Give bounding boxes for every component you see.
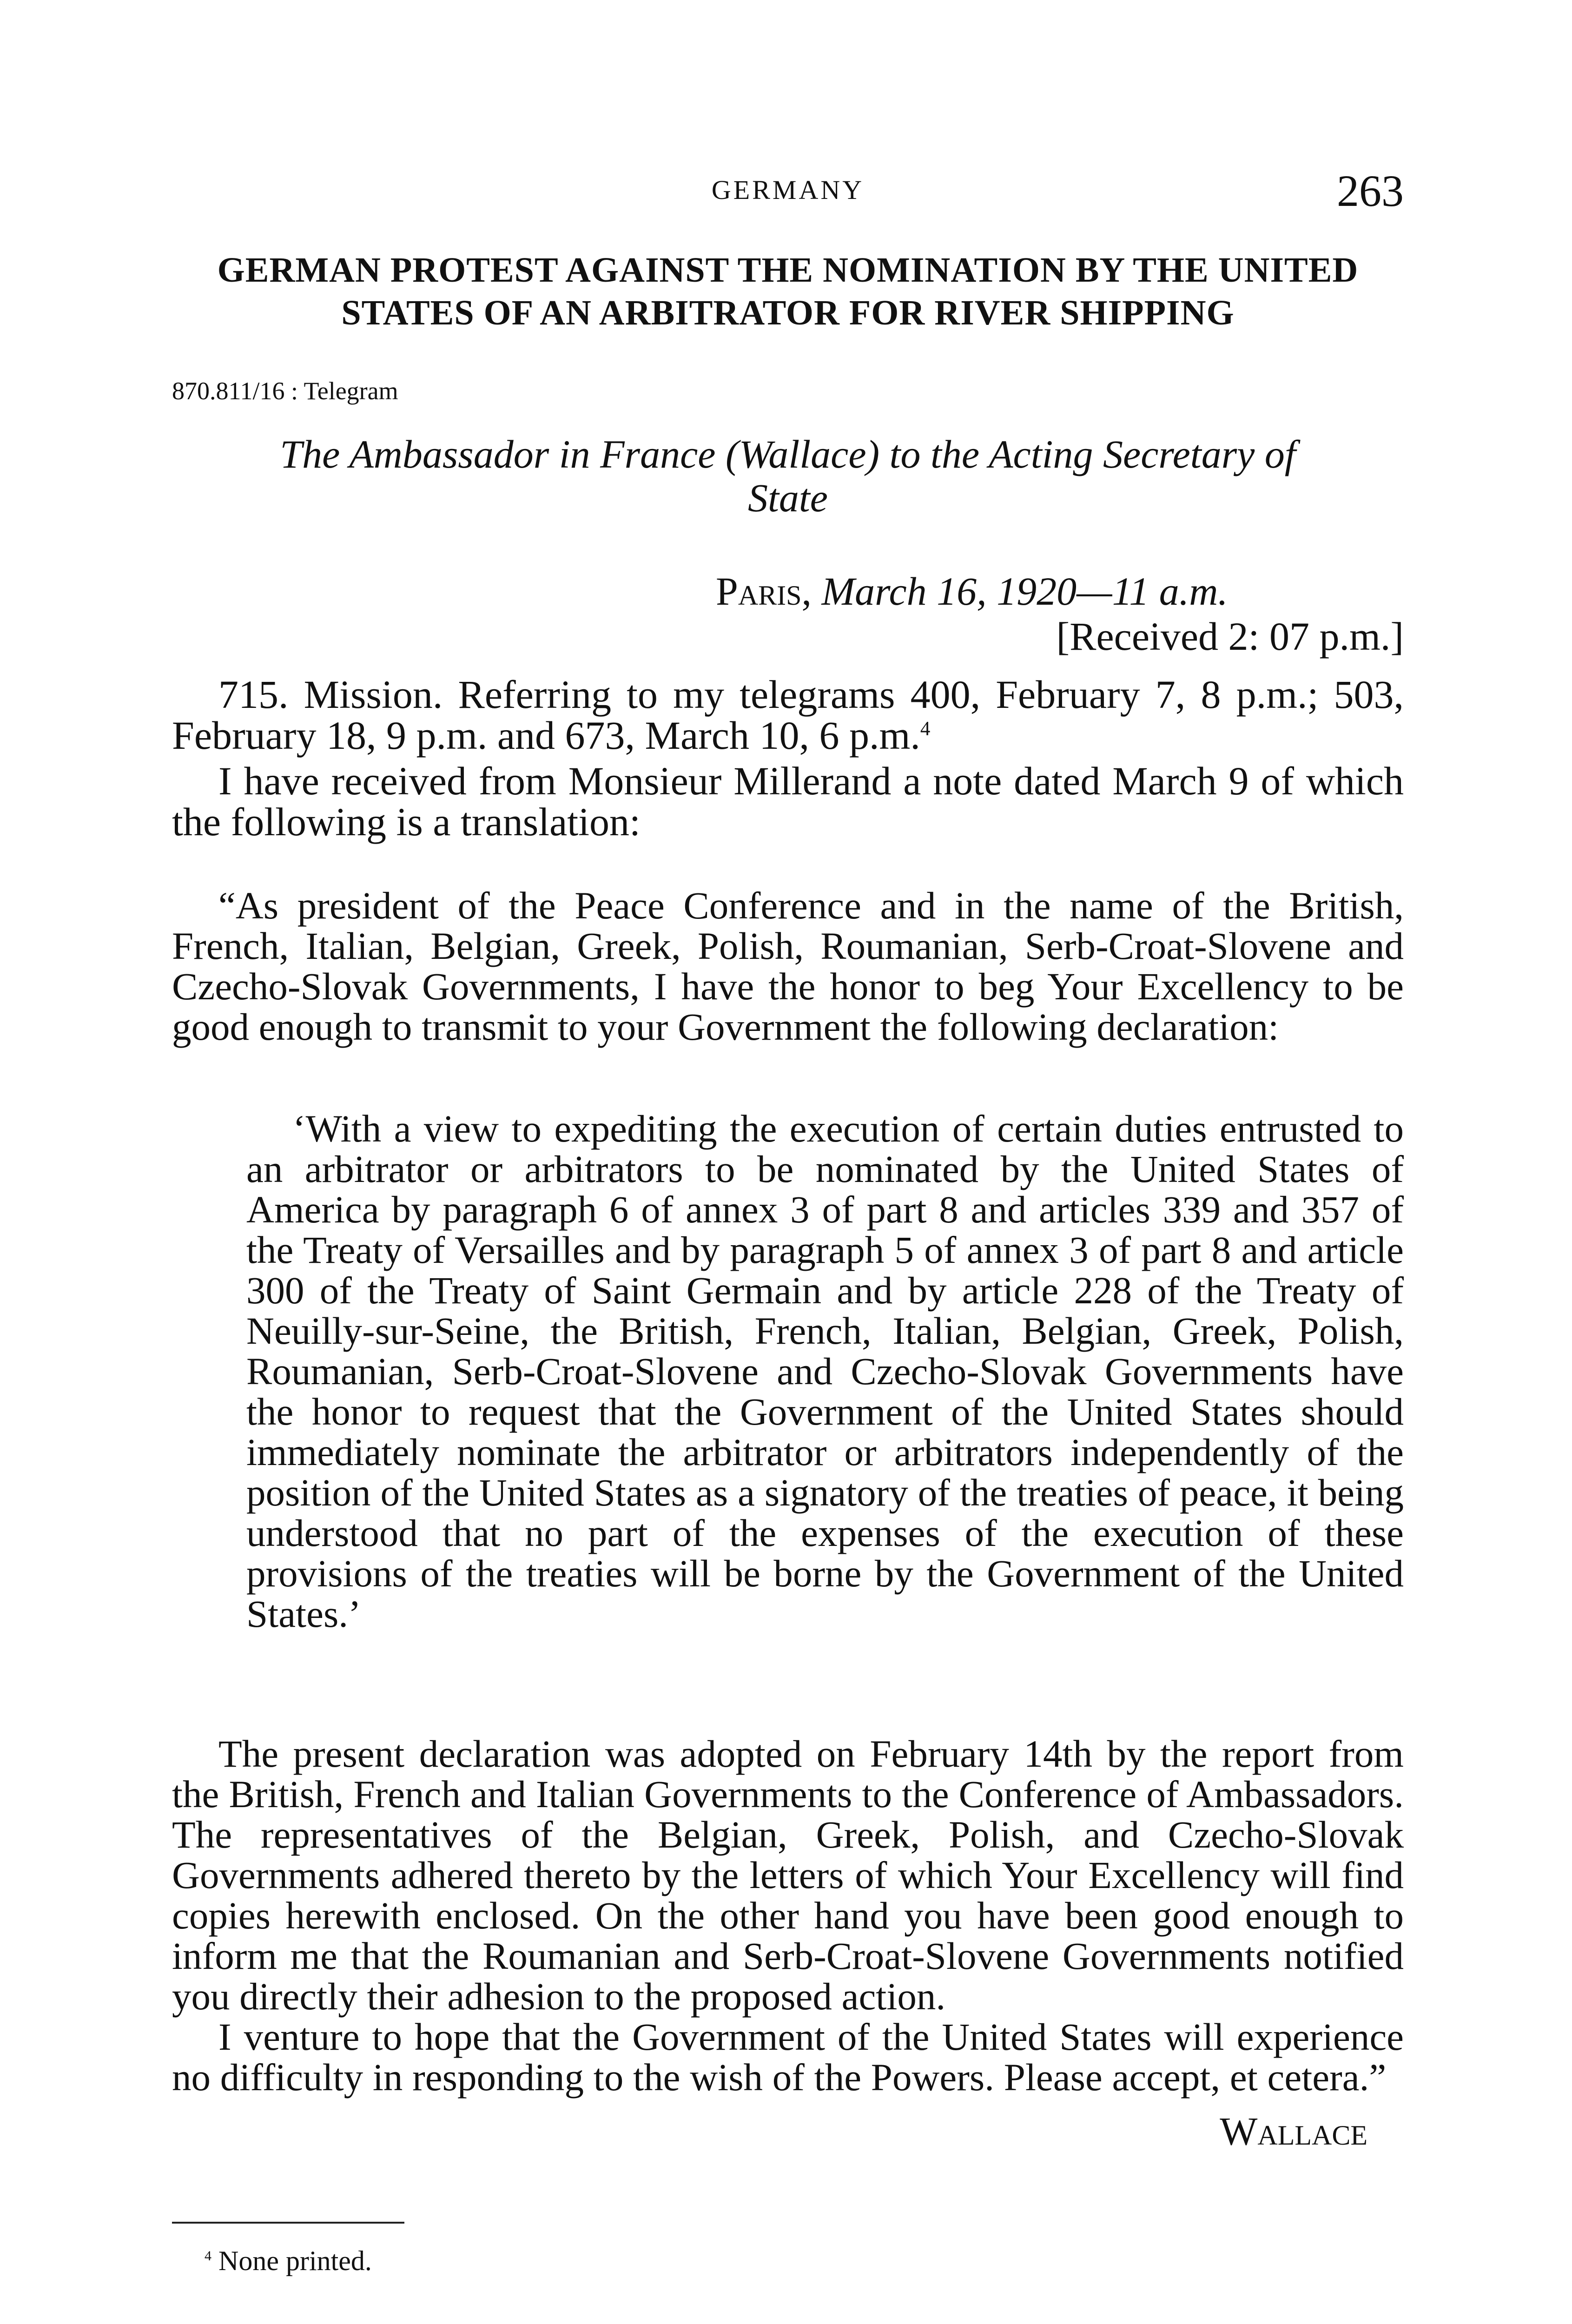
heading-line-2: STATES OF AN ARBITRATOR FOR RIVER SHIPPING bbox=[341, 293, 1235, 332]
dateline bbox=[716, 569, 1228, 613]
footnote-marker: 4 bbox=[920, 718, 931, 740]
heading-line-1: GERMAN PROTEST AGAINST THE NOMINATION BY THE UNITED bbox=[217, 251, 1359, 290]
address-line bbox=[172, 432, 1404, 520]
section-heading bbox=[172, 249, 1404, 334]
telegram-opening bbox=[172, 674, 1404, 847]
paragraph-closing: I venture to hope that the Government of the United States will experience no difficulty in responding to the wish of the Powers. Please accept, et cetera.” bbox=[172, 2015, 1404, 2099]
quoted-note-opening: “As president of the Peace Conference and in the name of the British, French, Italian, Belgian, Greek, Polish, Roumanian, Serb-Croat-Slovene and Czecho-Slovak Governments, I have the honor to beg Your Excellency to be good enough to transmit to your Government the following declaration: bbox=[172, 884, 1404, 1048]
paragraph-reference bbox=[172, 674, 1404, 756]
page-number: 263 bbox=[1337, 166, 1404, 216]
document-reference: 870.811/16 : Telegram bbox=[172, 377, 398, 405]
paragraph-reference-text: 715. Mission. Referring to my telegrams 400, February 7, 8 p.m.; 503, February 18, 9 p.m. and 673, March 10, 6 p.m. bbox=[172, 672, 1404, 758]
paragraph-adoption: The present declaration was adopted on February 14th by the report from the British, French and Italian Governments to the Conference of Ambassadors. The representatives of the Belgian, Greek, Polish, and Czecho-Slovak Governments adhered thereto by the letters of which Your Excellency will find copies herewith enclosed. On the other hand you have been good enough to inform me that the Roumanian and Serb-Croat-Slovene Governments notified you directly their adhesion to the proposed action. bbox=[172, 1732, 1404, 2018]
footnote-number: 4 bbox=[205, 2248, 211, 2264]
dateline-date: March 16, 1920—11 a.m. bbox=[821, 569, 1228, 614]
received-line: [Received 2: 07 p.m.] bbox=[1056, 614, 1404, 659]
footnote-divider bbox=[172, 2222, 404, 2224]
footnote bbox=[205, 2245, 372, 2277]
running-title: GERMANY bbox=[711, 175, 865, 205]
signature: Wallace bbox=[1220, 2109, 1367, 2153]
quoted-declaration: ‘With a view to expediting the execution of certain duties entrusted to an arbitrator or arbitrators to be nominated by the United States of America by paragraph 6 of annex 3 of part 8 and articles 339 and 357 of the Treaty of Versailles and by paragraph 5 of annex 3 of part 8 and article 300 of the Treaty of Saint Germain and by article 228 of the Treaty of Neuilly-sur-Seine, the British, French, Italian, Belgian, Greek, Polish, Roumanian, Serb-Croat-Slovene and Czecho-Slovak Governments have the honor to request that the Government of the United States should immediately nominate the arbitrator or arbitrators independently of the position of the United States as a signatory of the treaties of peace, it being understood that no part of the expenses of the execution of these provisions of the treaties will be borne by the Government of the United States.’ bbox=[246, 1107, 1404, 1635]
dateline-place: Paris, bbox=[716, 569, 812, 614]
footnote-text: None printed. bbox=[218, 2245, 372, 2276]
paragraph-intro: I have received from Monsieur Millerand a note dated March 9 of which the following is a translation: bbox=[172, 759, 1404, 844]
quoted-note-closing bbox=[172, 1734, 1404, 2098]
address-line-2: State bbox=[748, 475, 828, 520]
address-line-1: The Ambassador in France (Wallace) to the Acting Secretary of bbox=[280, 432, 1296, 476]
running-head bbox=[172, 165, 1404, 216]
